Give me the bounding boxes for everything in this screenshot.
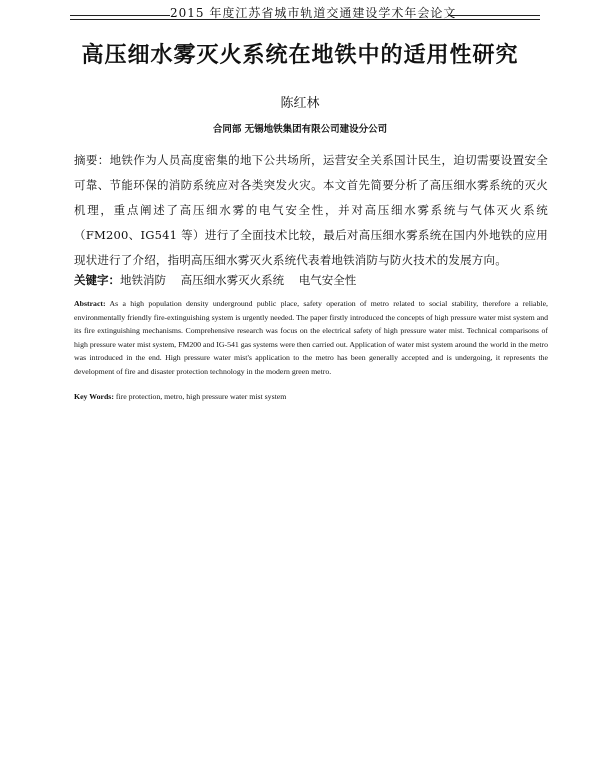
abstract-en-text: As a high population density underground public place, safety operation of metro related to social stability, therefore a reliable, environmentally friendly fire-extinguishing system is urgently needed. The paper firstly introduced the concepts of high pressure water mist system and its fire extinguishing mechanisms. Comprehensive research was focus on the electrical safety of high pressure water mist. Technical comparisons of high pressure water mist system, FM200 and IG-541 gas systems were then carried out. Application of water mist system around the world in the metro was introduced in the end. High pressure water mist's application to the metro has been generally accepted and is undergoing, it represents the development of fire and disaster protection technology in the modern green metro. [74, 299, 548, 376]
keywords-cn-text: 地铁消防 高压细水雾灭火系统 电气安全性 [120, 273, 357, 287]
abstract-en-label: Abstract: [74, 299, 106, 308]
abstract-cn-label: 摘要： [74, 153, 110, 167]
abstract-english [74, 297, 548, 378]
abstract-cn-text: 地铁作为人员高度密集的地下公共场所，运营安全关系国计民生，迫切需要设置安全可靠、节能环保的消防系统应对各类突发火灾。本文首先简要分析了高压细水雾系统的灭火机理，重点阐述了高压细水雾的电气安全性，并对高压细水雾系统与气体灭火系统（FM200、IG541 等）进行了全面技术比较，最后对高压细水雾系统在国内外地铁的应用现状进行了介绍，指明高压细水雾灭火系统代表着地铁消防与防火技术的发展方向。 [74, 153, 548, 267]
running-header [0, 0, 600, 22]
keywords-en-text: fire protection, metro, high pressure water mist system [113, 392, 287, 401]
keywords-english [74, 391, 548, 403]
author-affiliation: 合同部 无锡地铁集团有限公司建设分公司 [212, 124, 388, 135]
keywords-cn-label: 关键字： [74, 273, 120, 287]
header-underline [70, 19, 540, 20]
header-rule-right [448, 15, 540, 16]
header-text: 2015 年度江苏省城市轨道交通建设学术年会论文 [170, 6, 457, 20]
keywords-chinese [74, 272, 548, 288]
author-name: 陈红林 [280, 96, 320, 111]
paper-title: 高压细水雾灭火系统在地铁中的适用性研究 [81, 43, 519, 68]
keywords-en-label: Key Words: [74, 392, 114, 401]
header-rule-left [70, 15, 170, 16]
abstract-chinese [74, 148, 548, 273]
